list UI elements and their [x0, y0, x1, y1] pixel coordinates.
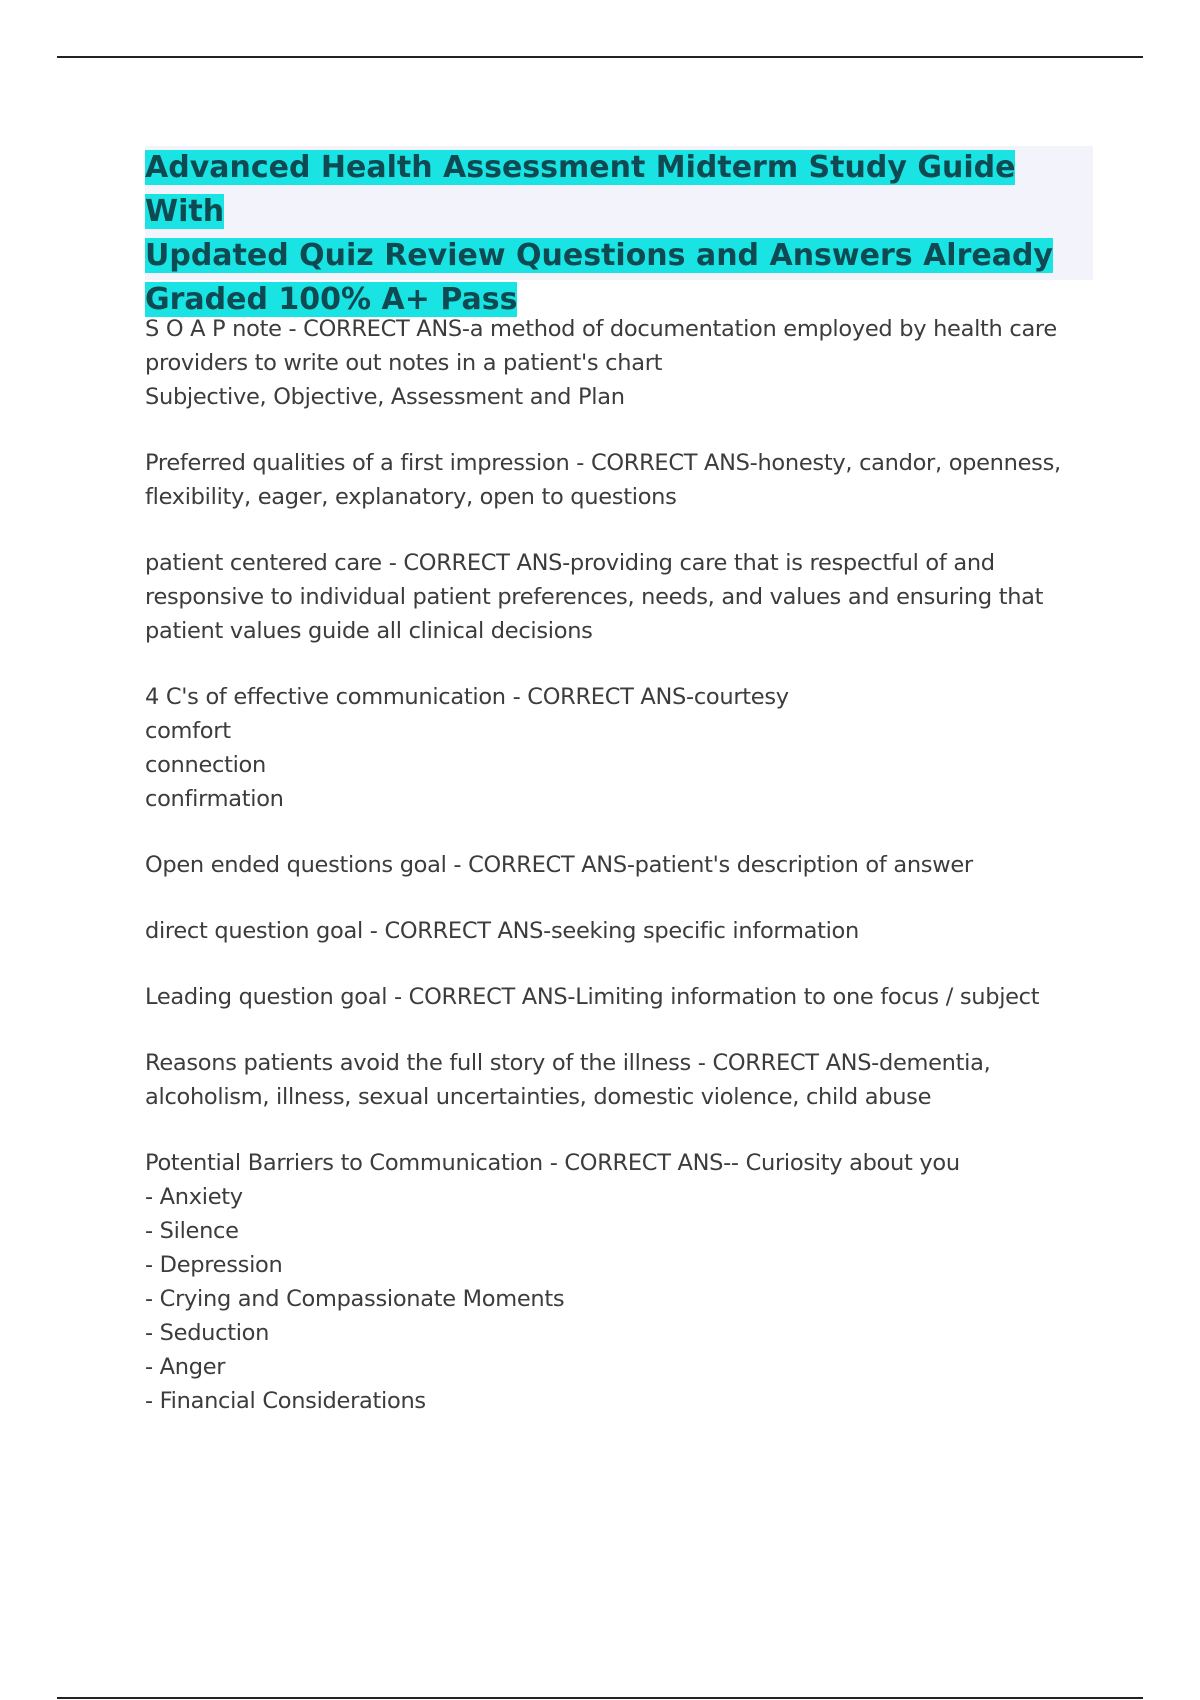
list-item: - Anger	[145, 1354, 226, 1380]
text-line: Subjective, Objective, Assessment and Plan	[145, 384, 625, 410]
text-line: patient values guide all clinical decisions	[145, 618, 593, 644]
title-line: Updated Quiz Review Questions and Answers Already	[145, 238, 1053, 273]
list-item: - Silence	[145, 1218, 239, 1244]
qa-entry-open-ended-questions	[145, 848, 1075, 882]
qa-entry-barriers-communication	[145, 1146, 1075, 1418]
title-block	[145, 146, 1093, 317]
text-line: Preferred qualities of a first impression - CORRECT ANS-honesty, candor, openness,	[145, 450, 1061, 476]
qa-entry-avoid-full-story	[145, 1046, 1075, 1114]
text-line: responsive to individual patient preferences, needs, and values and ensuring that	[145, 584, 1044, 610]
text-line: Leading question goal - CORRECT ANS-Limiting information to one focus / subject	[145, 984, 1040, 1010]
document-title	[145, 146, 1093, 322]
list-item: - Financial Considerations	[145, 1388, 426, 1414]
list-item: - Depression	[145, 1252, 283, 1278]
text-line: 4 C's of effective communication - CORRECT ANS-courtesy	[145, 684, 789, 710]
bottom-rule	[57, 1697, 1143, 1699]
title-line: Advanced Health Assessment Midterm Study Guide With	[145, 150, 1016, 229]
qa-entry-first-impression	[145, 446, 1075, 514]
text-line: flexibility, eager, explanatory, open to questions	[145, 484, 677, 510]
text-line: Reasons patients avoid the full story of the illness - CORRECT ANS-dementia,	[145, 1050, 991, 1076]
text-line: direct question goal - CORRECT ANS-seeking specific information	[145, 918, 859, 944]
title-line: Graded 100% A+ Pass	[145, 282, 518, 317]
top-rule	[57, 56, 1143, 58]
text-line: alcoholism, illness, sexual uncertainties, domestic violence, child abuse	[145, 1084, 932, 1110]
qa-entry-4cs-communication	[145, 680, 1075, 816]
text-line: confirmation	[145, 786, 284, 812]
list-item: - Anxiety	[145, 1184, 243, 1210]
qa-entry-patient-centered-care	[145, 546, 1075, 648]
qa-entry-direct-question	[145, 914, 1075, 948]
text-line: Open ended questions goal - CORRECT ANS-patient's description of answer	[145, 852, 973, 878]
list-item: - Seduction	[145, 1320, 270, 1346]
text-line: S O A P note - CORRECT ANS-a method of documentation employed by health care	[145, 316, 1057, 342]
text-line: comfort	[145, 718, 231, 744]
text-line: Potential Barriers to Communication - CORRECT ANS-- Curiosity about you	[145, 1150, 960, 1176]
qa-entry-leading-question	[145, 980, 1075, 1014]
list-item: - Crying and Compassionate Moments	[145, 1286, 565, 1312]
text-line: patient centered care - CORRECT ANS-providing care that is respectful of and	[145, 550, 995, 576]
qa-entry-soap-note	[145, 312, 1075, 414]
text-line: connection	[145, 752, 266, 778]
text-line: providers to write out notes in a patient's chart	[145, 350, 663, 376]
document-body	[145, 312, 1075, 1450]
